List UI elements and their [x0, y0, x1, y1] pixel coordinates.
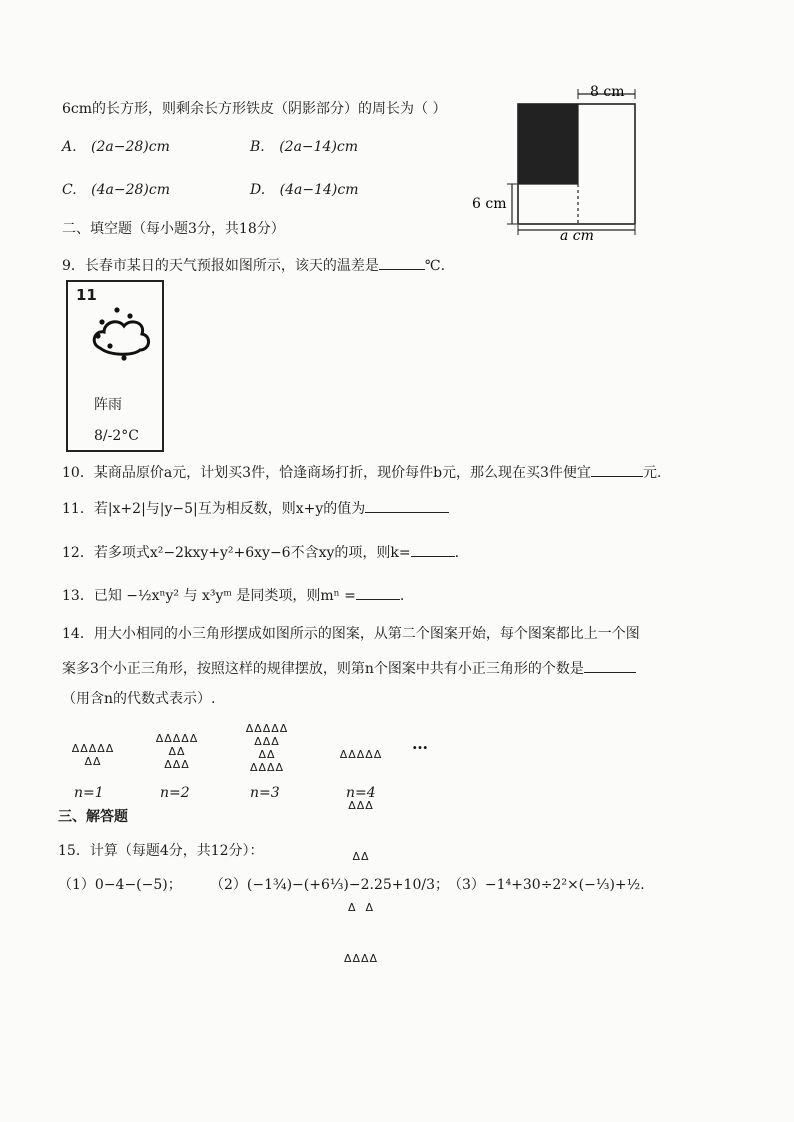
q13-answer-blank[interactable]	[356, 585, 400, 600]
q13-text-after: .	[399, 588, 405, 604]
q12-text	[62, 542, 459, 562]
pattern-n1-label: n=1	[74, 785, 104, 801]
option-letter: D.	[250, 182, 266, 198]
weather-condition: 阵雨	[94, 397, 122, 413]
option-expr: (2a−28)cm	[91, 139, 170, 155]
q9-text	[62, 255, 445, 275]
q13-text-before: 13．已知 −½xⁿy² 与 x³yᵐ 是同类项，则mⁿ =	[62, 588, 356, 604]
q10-text	[62, 462, 661, 482]
q14-line-1: 14．用大小相同的小三角形摆成如图所示的图案，从第二个图案开始，每个图案都比上一个图	[62, 626, 640, 642]
triangle-row: ΔΔΔΔ	[343, 952, 379, 965]
q9-text-after: ℃.	[424, 258, 446, 274]
q14-line-2	[62, 658, 636, 678]
q11-text	[62, 498, 449, 518]
triangle-row: ΔΔ	[84, 755, 102, 768]
q14-line-3: （用含n的代数式表示）.	[62, 691, 216, 707]
q8-option-a[interactable]	[62, 138, 170, 156]
option-letter: B.	[250, 139, 265, 155]
option-expr: (4a−14)cm	[279, 182, 359, 198]
triangle-row: ΔΔ	[168, 745, 186, 758]
triangle-row: ΔΔΔΔΔ	[245, 722, 289, 735]
section-2-heading: 二、填空题（每小题3分，共18分）	[62, 221, 285, 237]
q14-answer-blank[interactable]	[584, 658, 636, 673]
option-expr: (2a−14)cm	[279, 139, 359, 155]
q10-text-before: 10．某商品原价a元，计划买3件，恰逢商场打折，现价每件b元，那么现在买3件便宜	[62, 465, 591, 481]
q8-option-c[interactable]	[62, 181, 170, 199]
top-dimension-label: 8 cm	[590, 84, 625, 100]
pattern-ellipsis: …	[412, 734, 428, 753]
q8-option-d[interactable]	[250, 181, 358, 199]
pattern-n2	[142, 732, 212, 771]
q11-answer-blank[interactable]	[365, 498, 449, 513]
triangle-row: ΔΔ	[352, 850, 370, 863]
q14-line-2-text: 案多3个小正三角形，按照这样的规律摆放，则第n个图案中共有小正三角形的个数是	[62, 661, 584, 677]
q15-part-3: （3）−1⁴+30÷2²×(−⅓)+½.	[448, 877, 645, 893]
pattern-n3	[232, 722, 302, 774]
triangle-row: ΔΔ	[258, 748, 276, 761]
triangle-row: ΔΔΔ	[164, 758, 190, 771]
q10-answer-blank[interactable]	[591, 462, 643, 477]
pattern-n3-label: n=3	[250, 785, 280, 801]
pattern-n2-label: n=2	[160, 785, 190, 801]
option-expr: (4a−28)cm	[91, 182, 170, 198]
shaded-rectangle	[518, 104, 578, 184]
q13-text	[62, 585, 404, 605]
triangle-row: Δ Δ	[347, 901, 375, 914]
pattern-n4-label: n=4	[346, 785, 376, 801]
q15-part-1: （1）0−4−(−5)；	[58, 877, 182, 893]
q8-stem-end: 6cm的长方形，则剩余长方形铁皮（阴影部分）的周长为（ ）	[62, 101, 447, 117]
weather-temperature: 8/-2°C	[94, 428, 139, 444]
q12-text-before: 12．若多项式x²−2kxy+y²+6xy−6不含xy的项，则k=	[62, 545, 411, 561]
q10-text-after: 元.	[642, 465, 662, 481]
q15-title: 15．计算（每题4分，共12分）：	[58, 843, 264, 859]
option-letter: C.	[62, 182, 77, 198]
bottom-dimension-label: a cm	[560, 228, 594, 244]
pattern-n1	[58, 742, 128, 768]
triangle-row: ΔΔΔΔ	[249, 761, 285, 774]
left-dimension-label: 6 cm	[472, 196, 507, 212]
q12-text-after: .	[454, 545, 460, 561]
section-3-heading: 三、解答题	[58, 809, 128, 825]
option-letter: A.	[62, 139, 77, 155]
q15-part-2: （2）(−1¾)−(+6⅓)−2.25+10/3；	[210, 877, 449, 893]
q12-answer-blank[interactable]	[411, 542, 455, 557]
q8-option-b[interactable]	[250, 138, 358, 156]
q9-answer-blank[interactable]	[379, 255, 425, 270]
triangle-row: ΔΔΔ	[254, 735, 280, 748]
triangle-row: ΔΔΔΔΔ	[339, 748, 383, 761]
q11-text-before: 11．若|x+2|与|y−5|互为相反数，则x+y的值为	[62, 501, 366, 517]
rain-cloud-icon	[86, 300, 156, 370]
weather-card	[66, 280, 164, 452]
pattern-n4	[326, 710, 396, 984]
triangle-row: ΔΔΔΔΔ	[71, 742, 115, 755]
triangle-row: ΔΔΔΔΔ	[155, 732, 199, 745]
weather-card-corner-mark: 11	[76, 286, 97, 304]
q8-figure	[470, 80, 650, 245]
q9-text-before: 9．长春市某日的天气预报如图所示，该天的温差是	[62, 258, 379, 274]
triangle-row: ΔΔΔ	[348, 799, 374, 812]
